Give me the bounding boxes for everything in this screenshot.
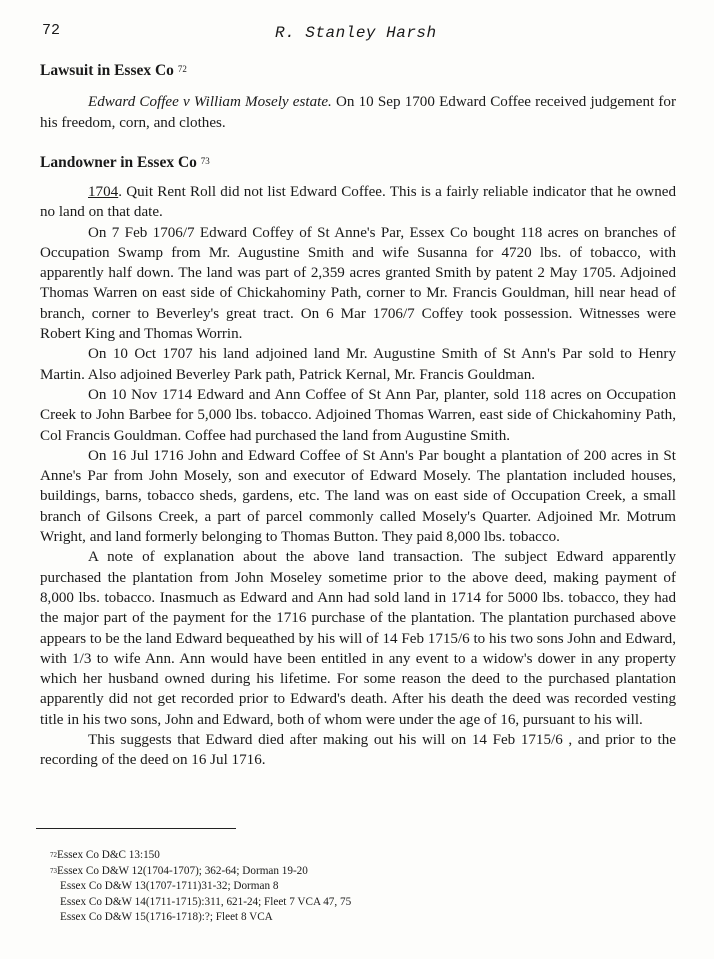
paragraph-1704	[40, 182, 676, 223]
case-name: Edward Coffee v William Mosely estate.	[88, 94, 332, 110]
year-1704: 1704	[88, 184, 119, 200]
section-heading-text: Landowner in Essex Co	[40, 154, 197, 171]
footnote-text: Essex Co D&W 15(1716-1718):?; Fleet 8 VCA	[60, 911, 273, 924]
section-heading-landowner	[40, 152, 676, 174]
footnote-text: Essex Co D&W 14(1711-1715):311, 621-24; Fleet 7 VCA 47, 75	[60, 895, 352, 908]
footnote-ref: 73	[200, 156, 210, 166]
lawsuit-text: On 10 Sep 1700 Edward Coffee received judgement for his freedom, corn, and clothes.	[40, 94, 676, 131]
footnote	[50, 879, 550, 895]
paragraph-conclusion: This suggests that Edward died after making out his will on 14 Feb 1715/6 , and prior to the recording of the deed on 16 Jul 1716.	[40, 732, 676, 769]
paragraph-jul-1716: On 16 Jul 1716 John and Edward Coffee of St Ann's Par bought a plantation of 200 acres in St Anne's Par from John Mosely, son and executor of Edward Mosely. The plantation included houses, buildings, barns, tobacco sheds, gardens, etc. The land was on east side of Occupation Creek, a small branch of Gilsons Creek, a part of parcel commonly called Mosely's Quarter. Adjoined Mr. Motrum Wright, and land formerly belonging to Thomas Button. They paid 8,000 lbs. tobacco.	[40, 447, 676, 546]
footnote	[50, 848, 550, 864]
footnote	[50, 910, 550, 926]
footnote-text: Essex Co D&W 13(1707-1711)31-32; Dorman 8	[60, 880, 279, 893]
page-number: 72	[42, 22, 61, 39]
footnote-text: Essex Co D&W 12(1704-1707); 362-64; Dorman 19-20	[57, 864, 308, 877]
footnote	[50, 895, 550, 911]
running-head: R. Stanley Harsh	[275, 24, 437, 42]
footnote-marker: 73	[50, 866, 57, 875]
paragraph-text: . Quit Rent Roll did not list Edward Coffee. This is a fairly reliable indicator that he owned no land on that date.	[40, 184, 676, 221]
paragraph-oct-1707: On 10 Oct 1707 his land adjoined land Mr. Augustine Smith of St Ann's Par sold to Henry Martin. Also adjoined Beverley Park path, Patrick Kernal, Mr. Francis Gouldman.	[40, 346, 676, 383]
lawsuit-paragraph	[40, 92, 676, 134]
paragraph-feb-1706: On 7 Feb 1706/7 Edward Coffey of St Anne's Par, Essex Co bought 118 acres on branches of Occupation Swamp from Mr. Augustine Smith and wife Susanna for 4720 lbs. of tobacco, with apparently half down. The land was part of 2,359 acres granted Smith by patent 2 May 1705. Adjoined Thomas Warren on east side of Chickahominy Path, corner to Mr. Francis Gouldman, hill near head of branch, corner to Beverley's great tract. On 6 Mar 1706/7 Coffey took possession. Witnesses were Robert King and Thomas Worrin.	[40, 224, 676, 343]
section-heading-lawsuit	[40, 60, 676, 82]
paragraph-explanation: A note of explanation about the above land transaction. The subject Edward apparently purchased the plantation from John Moseley sometime prior to the above deed, making payment of 8,000 lbs. tobacco. Inasmuch as Edward and Ann had sold land in 1714 for 5000 lbs. tobacco, they had the major part of the payment for the 1716 purchase of the plantation. The plantation purchased above appears to be the land Edward bequeathed by his will of 14 Feb 1715/6 to his two sons John and Edward, with 1/3 to wife Ann. Ann would have been entitled in any event to a widow's dower in any property which her husband owned during his lifetime. For some reason the deed to the purchased plantation apparently did not get recorded prior to Edward's death. After his death the deed was recorded vesting title in his two sons, John and Edward, both of whom were under the age of 16, pursuant to his will.	[40, 549, 676, 728]
page-body	[40, 60, 676, 771]
footnotes	[50, 848, 550, 926]
footnote-text: Essex Co D&C 13:150	[57, 849, 160, 861]
footnote-ref: 72	[177, 64, 187, 74]
paragraph-nov-1714: On 10 Nov 1714 Edward and Ann Coffee of St Ann Par, planter, sold 118 acres on Occupation Creek to John Barbee for 5,000 lbs. tobacco. Adjoined Thomas Warren, east side of Chickahominy Path, Col Francis Gouldman. Coffee had purchased the land from Augustine Smith.	[40, 386, 676, 444]
footnote	[50, 864, 550, 880]
page-header	[0, 22, 714, 46]
section-heading-text: Lawsuit in Essex Co	[40, 62, 174, 79]
footnote-divider	[36, 828, 236, 829]
footnote-marker: 72	[50, 851, 57, 859]
